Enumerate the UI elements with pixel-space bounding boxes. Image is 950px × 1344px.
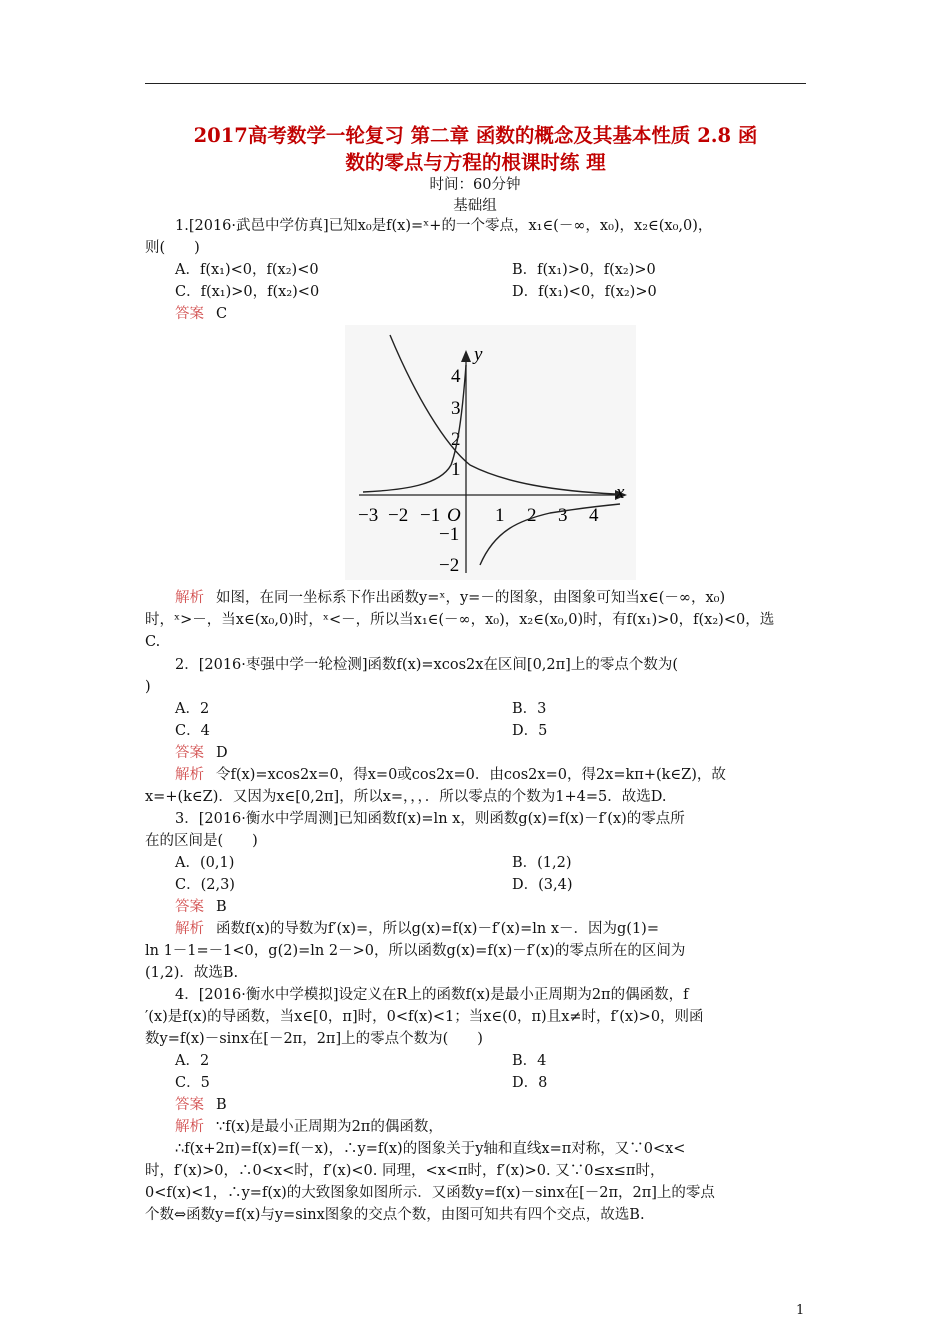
answer-value: C (216, 306, 228, 322)
title-line-1: 2017高考数学一轮复习 第二章 函数的概念及其基本性质 2.8 函 (193, 124, 758, 147)
answer-label: 答案 (175, 1097, 204, 1113)
answer-label: 答案 (175, 899, 204, 915)
q4-option-c: C．5 (175, 1075, 210, 1091)
analysis-text: ∵f(x)是最小正周期为2π的偶函数， (216, 1119, 443, 1135)
answer-value: B (216, 1097, 227, 1113)
x-tick-label: 2 (527, 505, 537, 526)
q1-analysis-line-1 (175, 588, 725, 608)
q3-stem-line-1: 3．[2016·衡水中学周测]已知函数f(x)=ln x，则函数g(x)=f(x)－f′(x)的零点所 (175, 811, 685, 827)
x-tick-label: 1 (495, 505, 505, 526)
y-tick-label: −1 (439, 524, 460, 545)
q3-option-c: C．(2,3) (175, 877, 235, 893)
q2-stem-line-2: ) (145, 679, 151, 695)
q1-option-b: B．f(x₁)>0，f(x₂)>0 (512, 262, 656, 278)
graph-background (345, 325, 636, 580)
q4-stem-line-2: ′(x)是f(x)的导函数，当x∈[0，π]时，0<f(x)<1；当x∈(0，π)且x≠时，f′(x)>0，则函 (145, 1009, 704, 1025)
q4-analysis-line-2: ∴f(x+2π)=f(x)=f(－x)，∴y=f(x)的图象关于y轴和直线x=π对称，又∵0<x< (175, 1141, 686, 1157)
q4-option-a: A．2 (175, 1053, 210, 1069)
time-limit: 时间：60分钟 (429, 177, 521, 193)
analysis-label: 解析 (175, 1119, 204, 1135)
q3-option-a: A．(0,1) (175, 855, 235, 871)
q3-option-d: D．(3,4) (512, 877, 573, 893)
y-tick-label: 1 (451, 459, 461, 480)
answer-label: 答案 (175, 306, 204, 322)
answer-value: D (216, 745, 228, 761)
title-line-2: 数的零点与方程的根课时练 理 (345, 151, 606, 174)
q3-option-b: B．(1,2) (512, 855, 572, 871)
x-tick-label: −1 (420, 505, 441, 526)
section-heading: 基础组 (453, 198, 497, 214)
q3-analysis-line-3: (1,2)．故选B. (145, 965, 239, 981)
analysis-text: 令f(x)=xcos2x=0，得x=0或cos2x=0．由cos2x=0，得2x=kπ+(k∈Z)，故 (216, 767, 726, 783)
q1-option-c: C．f(x₁)>0，f(x₂)<0 (175, 284, 320, 300)
q2-option-d: D．5 (512, 723, 548, 739)
analysis-text: 函数f(x)的导数为f′(x)=，所以g(x)=f(x)－f′(x)=ln x－．因为g(1)= (216, 921, 659, 937)
q2-stem-line-1: 2．[2016·枣强中学一轮检测]函数f(x)=xcos2x在区间[0,2π]上的零点个数为( (175, 657, 678, 673)
q2-option-a: A．2 (175, 701, 210, 717)
x-tick-label: −3 (358, 505, 379, 526)
q3-answer (175, 897, 227, 917)
q1-option-d: D．f(x₁)<0，f(x₂)>0 (512, 284, 657, 300)
q3-analysis-line-1 (175, 919, 659, 939)
answer-label: 答案 (175, 745, 204, 761)
q1-analysis-line-3: C. (145, 634, 161, 650)
analysis-text: 如图，在同一坐标系下作出函数y=ˣ，y=－的图象，由图象可知当x∈(－∞，x₀) (216, 590, 726, 606)
page-title (145, 122, 806, 176)
y-tick-label: 4 (451, 366, 461, 387)
analysis-label: 解析 (175, 921, 204, 937)
q4-stem-line-1: 4．[2016·衡水中学模拟]设定义在R上的函数f(x)是最小正周期为2π的偶函数，f (175, 987, 689, 1003)
answer-value: B (216, 899, 227, 915)
x-axis-label: x (616, 482, 625, 503)
q2-option-b: B．3 (512, 701, 547, 717)
function-graph (345, 325, 636, 580)
x-tick-label: 4 (589, 505, 599, 526)
q1-stem-line-1: 1.[2016·武邑中学仿真]已知x₀是f(x)=ˣ+的一个零点，x₁∈(－∞，x₀)，x₂∈(x₀,0)， (175, 218, 713, 234)
q4-option-b: B．4 (512, 1053, 547, 1069)
q4-stem-line-3: 数y=f(x)－sinx在[－2π，2π]上的零点个数为( ) (145, 1031, 483, 1047)
q4-analysis-line-3: 时，f′(x)>0，∴0<x<时，f′(x)<0. 同理，<x<π时，f′(x)>0. 又∵0≤x≤π时， (145, 1163, 665, 1179)
x-tick-label: −2 (388, 505, 409, 526)
q2-analysis-line-2: x=+(k∈Z)．又因为x∈[0,2π]，所以x=，，，．所以零点的个数为1+4=5．故选D. (145, 789, 667, 805)
analysis-label: 解析 (175, 590, 204, 606)
q2-analysis-line-1 (175, 765, 726, 785)
q2-answer (175, 743, 228, 763)
origin-label: O (447, 505, 461, 526)
q1-stem-line-2: 则( ) (145, 240, 200, 256)
q4-analysis-line-1 (175, 1117, 443, 1137)
y-tick-label: 3 (451, 398, 461, 419)
q3-stem-line-2: 在的区间是( ) (145, 833, 258, 849)
q4-analysis-line-5: 个数⇔函数y=f(x)与y=sinx图象的交点个数，由图可知共有四个交点，故选B. (145, 1207, 645, 1223)
q4-option-d: D．8 (512, 1075, 548, 1091)
header-rule (145, 83, 806, 84)
y-tick-label: 2 (451, 429, 461, 450)
q4-analysis-line-4: 0<f(x)<1，∴y=f(x)的大致图象如图所示．又函数y=f(x)－sinx在[－2π，2π]上的零点 (145, 1185, 715, 1201)
x-tick-label: 3 (558, 505, 568, 526)
y-axis-label: y (474, 344, 483, 365)
analysis-label: 解析 (175, 767, 204, 783)
y-tick-label: −2 (439, 555, 460, 576)
q4-answer (175, 1095, 227, 1115)
q2-option-c: C．4 (175, 723, 210, 739)
q1-analysis-line-2: 时，ˣ>－，当x∈(x₀,0)时，ˣ<－，所以当x₁∈(－∞，x₀)，x₂∈(x₀,0)时，有f(x₁)>0，f(x₂)<0，选 (145, 612, 775, 628)
q3-analysis-line-2: ln 1－1=－1<0，g(2)=ln 2－>0，所以函数g(x)=f(x)－f′(x)的零点所在的区间为 (145, 943, 686, 959)
q1-option-a: A．f(x₁)<0，f(x₂)<0 (175, 262, 319, 278)
page-number: 1 (796, 1303, 805, 1318)
q1-answer (175, 304, 227, 324)
